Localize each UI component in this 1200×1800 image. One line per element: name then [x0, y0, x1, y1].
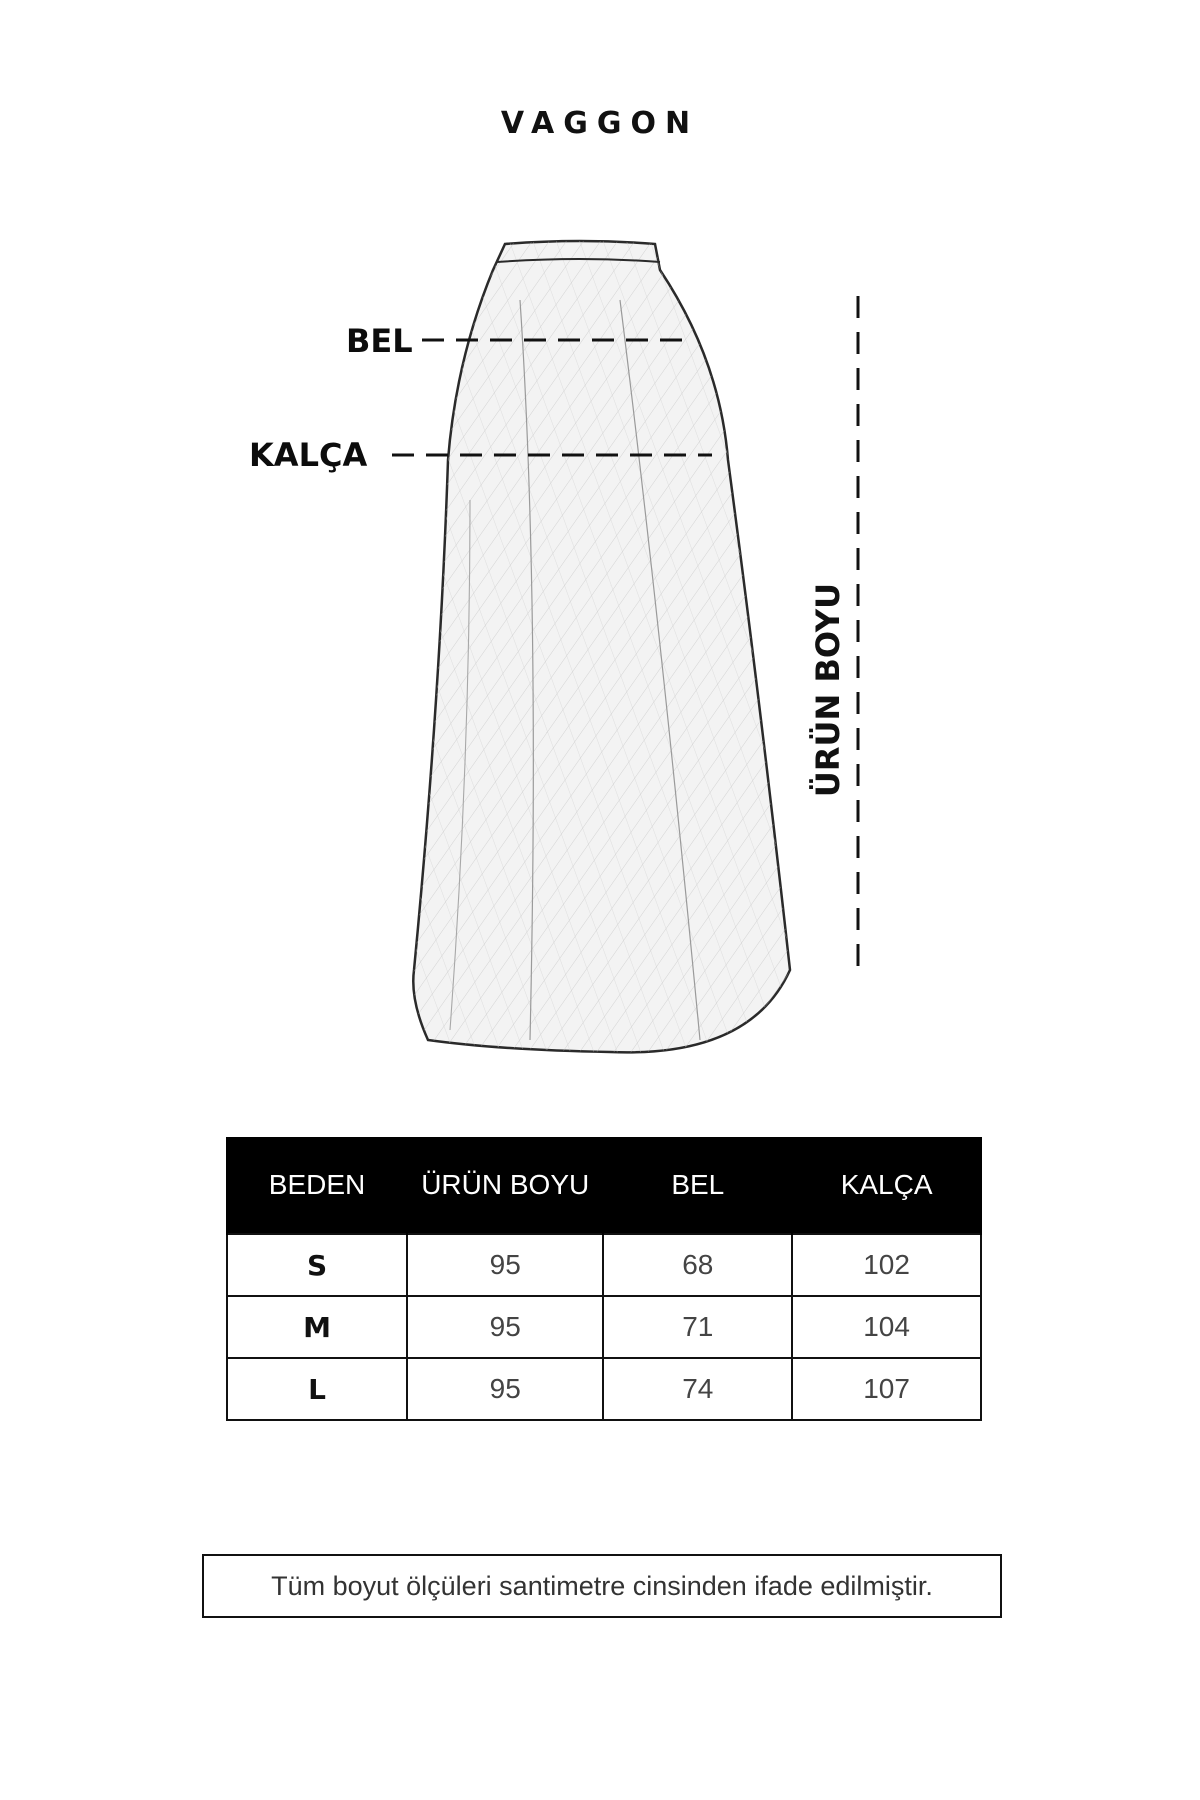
size-cell: L [227, 1358, 407, 1420]
measurement-note: Tüm boyut ölçüleri santimetre cinsinden ifade edilmiştir. [202, 1554, 1002, 1618]
size-cell: M [227, 1296, 407, 1358]
size-cell: S [227, 1234, 407, 1296]
table-header-row [227, 1137, 981, 1234]
hip-cell: 104 [792, 1296, 981, 1358]
header-size: BEDEN [227, 1137, 407, 1234]
skirt-drawing [413, 241, 790, 1052]
header-hip: KALÇA [792, 1137, 981, 1234]
hip-label: KALÇA [249, 436, 368, 474]
waist-cell: 68 [603, 1234, 792, 1296]
header-waist: BEL [603, 1137, 792, 1234]
length-cell: 95 [407, 1296, 603, 1358]
table-row [227, 1296, 981, 1358]
table-row [227, 1234, 981, 1296]
table-row [227, 1358, 981, 1420]
waist-label: BEL [346, 322, 413, 360]
length-label: ÜRÜN BOYU [809, 582, 847, 798]
header-length: ÜRÜN BOYU [407, 1137, 603, 1234]
waist-cell: 74 [603, 1358, 792, 1420]
hip-cell: 107 [792, 1358, 981, 1420]
brand-logo: VAGGON [500, 106, 700, 141]
length-cell: 95 [407, 1234, 603, 1296]
size-chart-table [226, 1137, 982, 1421]
waist-cell: 71 [603, 1296, 792, 1358]
length-cell: 95 [407, 1358, 603, 1420]
hip-cell: 102 [792, 1234, 981, 1296]
